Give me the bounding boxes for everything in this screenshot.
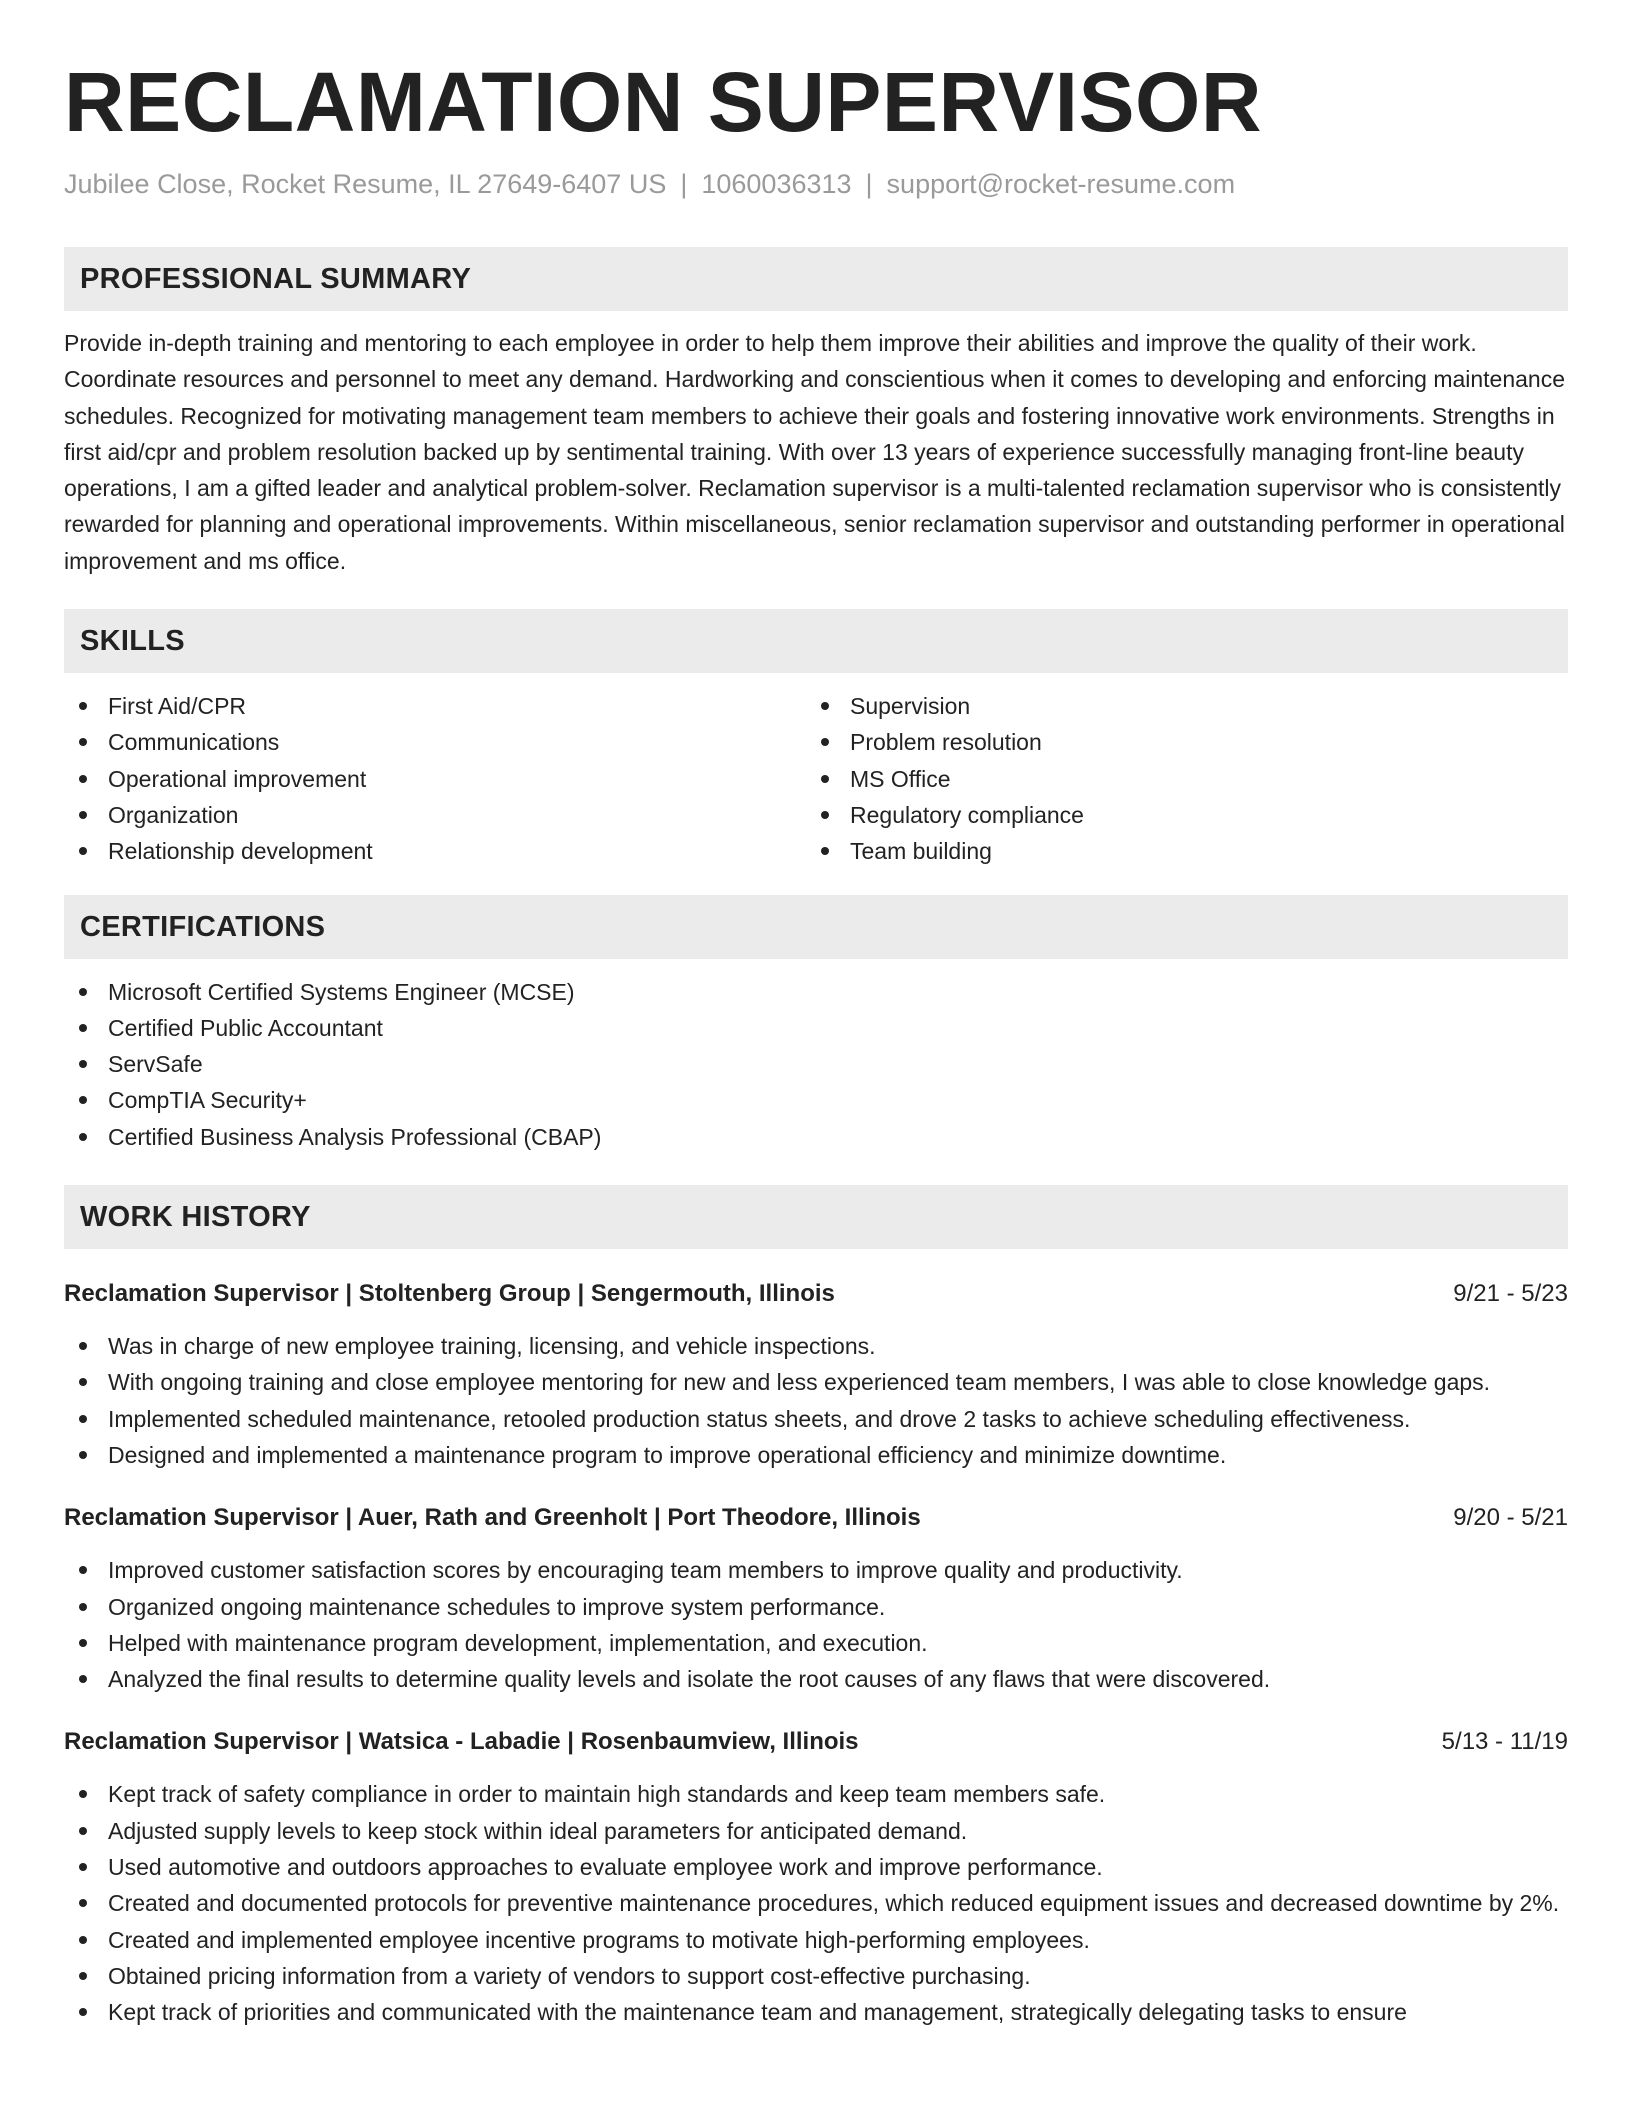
job-bullet-text: Analyzed the final results to determine quality levels and isolate the root causes of any flaws that were discovered. (108, 1666, 1271, 1693)
bullet-icon (79, 1827, 87, 1835)
bullet-icon (821, 738, 829, 746)
list-item (64, 1437, 1568, 1473)
skill-text: Supervision (850, 693, 971, 720)
job-dates: 9/21 - 5/23 (1453, 1280, 1568, 1308)
job-bullet-text: Kept track of priorities and communicated with the maintenance team and management, strategically delegating tasks to ensure (108, 1999, 1407, 2026)
certification-text: CompTIA Security+ (108, 1087, 307, 1114)
skill-text: Team building (850, 838, 992, 865)
section-heading-skills: SKILLS (64, 609, 1568, 673)
skill-text: MS Office (850, 765, 951, 792)
list-item (64, 1082, 1568, 1118)
bullet-icon (79, 738, 87, 746)
skills-column-left (64, 688, 806, 869)
job-bullet-text: With ongoing training and close employee mentoring for new and less experienced team members, I was able to close knowledge gaps. (108, 1369, 1491, 1396)
job-title: Reclamation Supervisor | Stoltenberg Group | Sengermouth, Illinois (64, 1280, 835, 1308)
contact-line (64, 164, 1568, 204)
list-item (64, 1552, 1568, 1588)
summary-text: Provide in-depth training and mentoring to each employee in order to help them improve their abilities and improve the quality of their work. Coordinate resources and personnel to meet any demand. Hardworking and conscientious when it comes to developing and enforcing maintenance schedules. Recognized for motivating management team members to achieve their goals and fostering innovative work environments. Strengths in first aid/cpr and problem resolution backed up by sentimental training. With over 13 years of experience successfully managing front-line beauty operations, I am a gifted leader and analytical problem-solver. Reclamation supervisor is a multi-talented reclamation supervisor who is consistently rewarded for planning and operational improvements. Within miscellaneous, senior reclamation supervisor and outstanding performer in operational improvement and ms office. (64, 330, 1566, 574)
job-bullet-text: Adjusted supply levels to keep stock within ideal parameters for anticipated demand. (108, 1817, 968, 1844)
list-item (64, 1813, 1568, 1849)
list-item (806, 761, 1548, 797)
list-item (806, 797, 1548, 833)
skill-text: Regulatory compliance (850, 801, 1084, 828)
list-item (64, 1589, 1568, 1625)
list-item (64, 1849, 1568, 1885)
job-bullet-text: Implemented scheduled maintenance, retooled production status sheets, and drove 2 tasks to achieve scheduling effectiveness. (108, 1405, 1411, 1432)
list-item (64, 1010, 1568, 1046)
bullet-icon (79, 1972, 87, 1980)
section-heading-summary: PROFESSIONAL SUMMARY (64, 247, 1568, 311)
bullet-icon (79, 2008, 87, 2016)
skill-text: First Aid/CPR (108, 693, 247, 720)
list-item (806, 833, 1548, 869)
bullet-icon (79, 1378, 87, 1386)
list-item (64, 1994, 1568, 2030)
list-item (64, 1958, 1568, 1994)
bullet-icon (79, 1342, 87, 1350)
list-item (64, 1885, 1568, 1921)
skill-text: Operational improvement (108, 765, 367, 792)
job-bullet-text: Created and documented protocols for preventive maintenance procedures, which reduced equipment issues and decreased downtime by 2%. (108, 1890, 1560, 1917)
list-item (64, 1119, 1568, 1155)
resume-page (64, 0, 1568, 2031)
job-bullet-text: Helped with maintenance program development, implementation, and execution. (108, 1629, 928, 1656)
list-item (64, 724, 806, 760)
certification-text: Certified Public Accountant (108, 1014, 383, 1041)
list-item (64, 1364, 1568, 1400)
job-dates: 9/20 - 5/21 (1453, 1504, 1568, 1532)
list-item (64, 833, 806, 869)
bullet-icon (79, 1566, 87, 1574)
job-header (64, 1276, 1568, 1312)
list-item (64, 1625, 1568, 1661)
bullet-icon (79, 1415, 87, 1423)
bullet-icon (79, 775, 87, 783)
list-item (806, 724, 1548, 760)
bullet-icon (79, 1899, 87, 1907)
bullet-icon (79, 1790, 87, 1798)
contact-separator: | (865, 169, 873, 199)
bullet-icon (79, 1024, 87, 1032)
skill-text: Relationship development (108, 838, 373, 865)
bullet-icon (79, 1096, 87, 1104)
bullet-icon (79, 1675, 87, 1683)
certifications-list (64, 974, 1568, 1155)
list-item (64, 688, 806, 724)
job-entry (64, 1500, 1568, 1697)
job-bullet-text: Created and implemented employee incentive programs to motivate high-performing employees. (108, 1926, 1090, 1953)
job-bullets (64, 1328, 1568, 1473)
job-bullet-text: Used automotive and outdoors approaches to evaluate employee work and improve performance. (108, 1854, 1103, 1881)
bullet-icon (79, 1639, 87, 1647)
contact-address: Jubilee Close, Rocket Resume, IL 27649-6407 US (64, 169, 667, 199)
job-bullet-text: Was in charge of new employee training, licensing, and vehicle inspections. (108, 1333, 876, 1360)
list-item (64, 974, 1568, 1010)
bullet-icon (79, 811, 87, 819)
bullet-icon (79, 847, 87, 855)
certification-text: ServSafe (108, 1051, 203, 1078)
certification-text: Certified Business Analysis Professional (CBAP) (108, 1123, 602, 1150)
job-dates: 5/13 - 11/19 (1441, 1728, 1568, 1756)
bullet-icon (79, 1936, 87, 1944)
job-entry (64, 1276, 1568, 1473)
job-bullets (64, 1552, 1568, 1697)
job-bullet-text: Obtained pricing information from a variety of vendors to support cost-effective purchasing. (108, 1962, 1031, 1989)
list-item (64, 1401, 1568, 1437)
job-title: Reclamation Supervisor | Auer, Rath and Greenholt | Port Theodore, Illinois (64, 1504, 921, 1532)
skill-text: Communications (108, 729, 280, 756)
job-bullets (64, 1776, 1568, 2030)
job-bullet-text: Kept track of safety compliance in order to maintain high standards and keep team members safe. (108, 1781, 1106, 1808)
bullet-icon (79, 702, 87, 710)
bullet-icon (821, 775, 829, 783)
section-heading-certifications: CERTIFICATIONS (64, 895, 1568, 959)
job-bullet-text: Designed and implemented a maintenance program to improve operational efficiency and minimize downtime. (108, 1441, 1227, 1468)
job-header (64, 1724, 1568, 1760)
section-heading-work-history: WORK HISTORY (64, 1185, 1568, 1249)
job-bullet-text: Improved customer satisfaction scores by encouraging team members to improve quality and productivity. (108, 1557, 1183, 1584)
list-item (64, 797, 806, 833)
job-bullet-text: Organized ongoing maintenance schedules to improve system performance. (108, 1593, 886, 1620)
bullet-icon (79, 1133, 87, 1141)
bullet-icon (79, 1863, 87, 1871)
list-item (64, 1776, 1568, 1812)
list-item (64, 1046, 1568, 1082)
bullet-icon (79, 988, 87, 996)
skills-column-right (806, 688, 1548, 869)
bullet-icon (821, 702, 829, 710)
list-item (64, 1922, 1568, 1958)
job-title: Reclamation Supervisor | Watsica - Labadie | Rosenbaumview, Illinois (64, 1728, 859, 1756)
contact-separator: | (680, 169, 688, 199)
skills-list (64, 688, 1568, 869)
contact-phone: 1060036313 (701, 169, 852, 199)
bullet-icon (79, 1603, 87, 1611)
job-entry (64, 1724, 1568, 2030)
bullet-icon (79, 1060, 87, 1068)
list-item (64, 761, 806, 797)
contact-email: support@rocket-resume.com (886, 169, 1236, 199)
job-header (64, 1500, 1568, 1536)
bullet-icon (821, 811, 829, 819)
bullet-icon (821, 847, 829, 855)
list-item (806, 688, 1548, 724)
resume-name: RECLAMATION SUPERVISOR (64, 55, 1262, 149)
skill-text: Problem resolution (850, 729, 1042, 756)
certification-text: Microsoft Certified Systems Engineer (MCSE) (108, 978, 575, 1005)
skill-text: Organization (108, 801, 239, 828)
bullet-icon (79, 1451, 87, 1459)
list-item (64, 1328, 1568, 1364)
list-item (64, 1661, 1568, 1697)
